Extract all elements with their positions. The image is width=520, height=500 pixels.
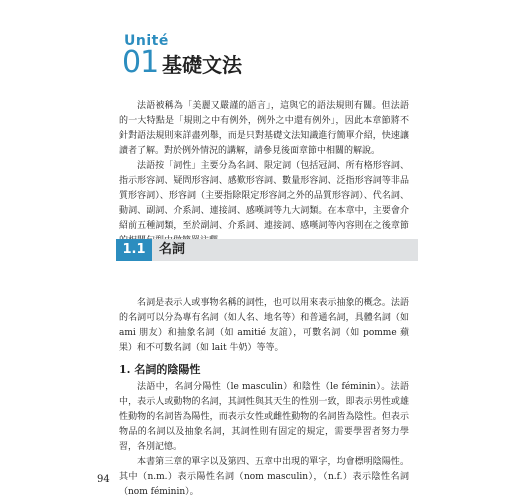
- section-text: [119, 296, 409, 356]
- section-number: 1.1: [116, 239, 152, 261]
- page-number: 94: [97, 474, 110, 485]
- subsection-paragraph: 法語中，名詞分陽性（le masculin）和陰性（le féminin）。法語中，表示人或動物的名詞，其詞性與其天生的性別一致，即表示男性或雄性動物的名詞皆為陽性，而表示女性或雌性動物的名詞皆為陰性。但表示物品的名詞以及抽象名詞，其詞性則有固定的規定，需要學習者努力學習，各別記憶。: [119, 382, 409, 452]
- chapter-label: Unité: [124, 33, 169, 49]
- chapter-title: 基礎文法: [162, 53, 242, 77]
- subsection-text: [119, 380, 409, 500]
- intro-text: [119, 99, 409, 249]
- section-paragraph: 名詞是表示人或事物名稱的詞性，也可以用來表示抽象的概念。法語的名詞可以分為專有名詞（如人名、地名等）和普通名詞，具體名詞（如 ami 朋友）和抽象名詞（如 amitié 友誼），可數名詞（如 pomme 蘋果）和不可數名詞（如 lait 牛奶）等等。: [119, 298, 409, 353]
- chapter-number: 01: [122, 45, 159, 80]
- section-title: 名詞: [159, 242, 186, 257]
- subsection-paragraph: 本書第三章的單字以及第四、五章中出現的單字，均會標明陰陽性。其中（n.m.）表示陽性名詞（nom masculin），（n.f.）表示陰性名詞（nom féminin）。: [119, 457, 409, 497]
- subsection-title: 1. 名詞的陰陽性: [119, 363, 201, 376]
- section-header: [116, 239, 418, 261]
- intro-paragraph: 法語被稱為「美麗又嚴謹的語言」，這與它的語法規則有關。但法語的一大特點是「規則之中有例外，例外之中還有例外」，因此本章節將不針對語法規則來詳盡列舉，而是只對基礎文法知識進行簡單介紹，快速讓讀者了解。對於例外情況的講解，請參見後面章節中相關的解說。: [119, 101, 409, 156]
- intro-paragraph: 法語按「詞性」主要分為名詞、限定詞（包括冠詞、所有格形容詞、指示形容詞、疑問形容詞、感歎形容詞、數量形容詞、泛指形容詞等非品質形容詞）、形容詞（主要指除限定形容詞之外的品質形容詞）、代名詞、動詞、副詞、介系詞、連接詞、感嘆詞等九大詞類。在本章中，主要會介紹前五種詞類，至於副詞、介系詞、連接詞、感嘆詞等內容則在之後章節: [119, 161, 409, 231]
